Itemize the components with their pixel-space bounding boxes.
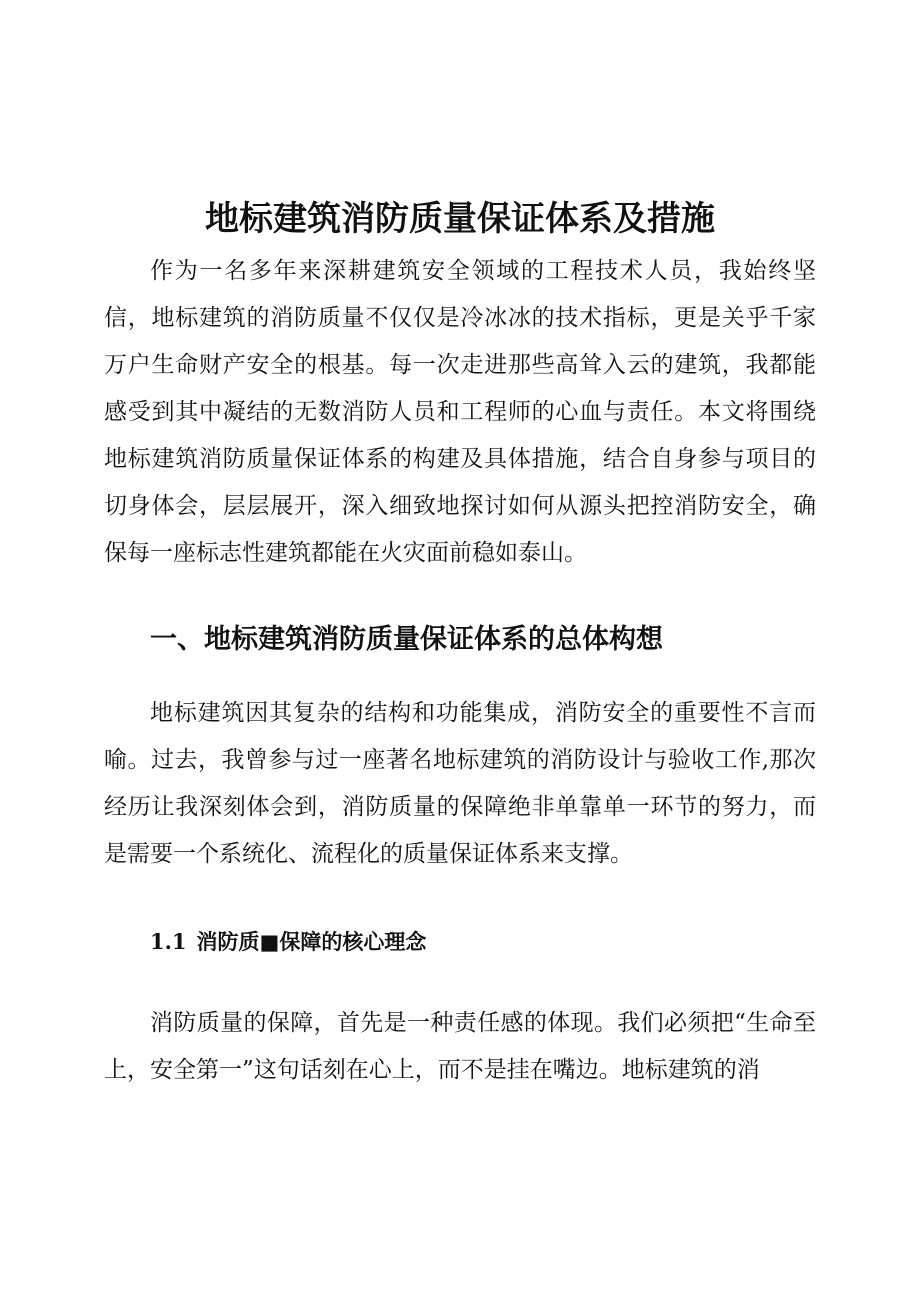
document-title: 地标建筑消防质量保证体系及措施	[205, 198, 715, 239]
subsection-title: 消防质■保障的核心理念	[196, 930, 427, 954]
subsection-1-1-heading	[150, 922, 426, 962]
intro-paragraph: 作为一名多年来深耕建筑安全领域的工程技术人员，我始终坚信，地标建筑的消防质量不仅仅是冷冰冰的技术指标，更是关乎千家万户生命财产安全的根基。每一次走进那些高耸入云的建筑，我都能感受到其中凝结的无数消防人员和工程师的心血与责任。本文将围绕地标建筑消防质量保证体系的构建及具体措施，结合自身参与项目的切身体会，层层展开，深入细致地探讨如何从源头把控消防安全，确保每一座标志性建筑都能在火灾面前稳如泰山。	[104, 258, 816, 566]
subsection-number: 1.1	[150, 929, 187, 954]
section-1-paragraph: 地标建筑因其复杂的结构和功能集成，消防安全的重要性不言而喻。过去，我曾参与过一座著名地标建筑的消防设计与验收工作,那次经历让我深刻体会到，消防质量的保障绝非单靠单一环节的努力，而是需要一个系统化、流程化的质量保证体系来支撑。	[104, 700, 816, 867]
subsection-1-1-paragraph: 消防质量的保障，首先是一种责任感的体现。我们必须把“生命至上，安全第一”这句话刻在心上，而不是挂在嘴边。地标建筑的消	[104, 1010, 816, 1083]
section-1-heading: 一、地标建筑消防质量保证体系的总体构想	[150, 624, 663, 655]
